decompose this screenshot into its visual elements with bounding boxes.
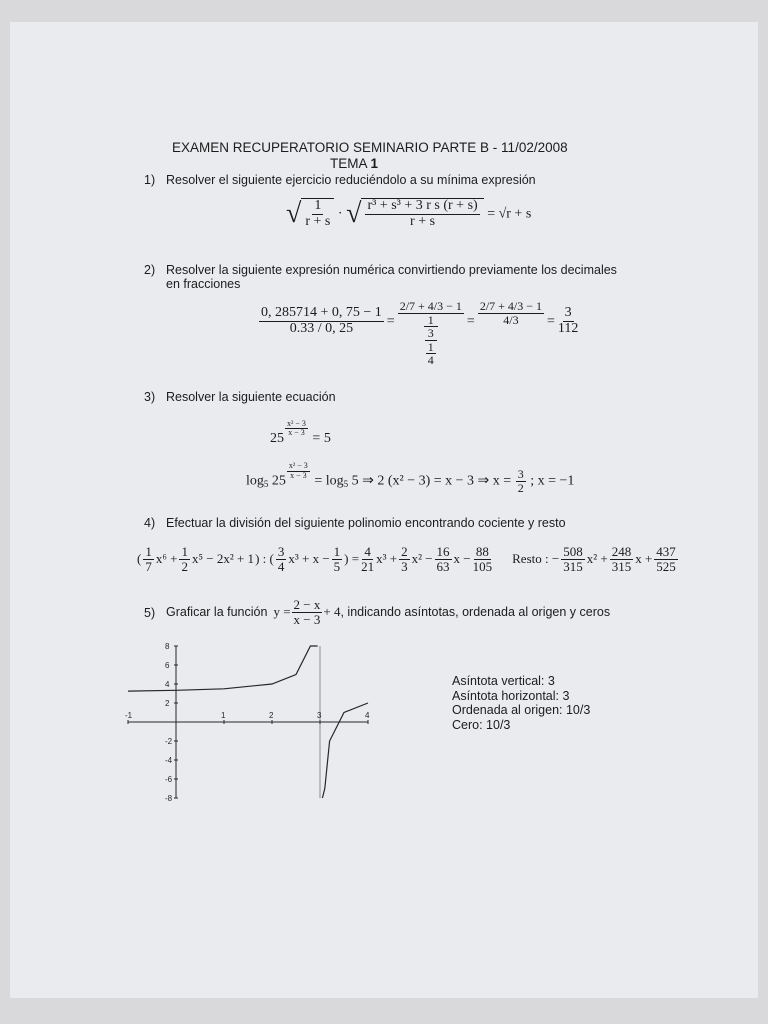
q3-eq2-25: 25	[271, 473, 286, 489]
q1-one: 1	[314, 198, 322, 213]
q4-f1-num: 1	[145, 544, 152, 559]
q4-f7-den: 63	[436, 558, 450, 574]
q3-eq2-end: ; x = −1	[530, 473, 575, 489]
y-tick-label: -6	[165, 775, 173, 784]
q1-expression: √ $\frac{1}{r + s}$ · √ $\frac{\text{r³ + s³ + 3 r s (r + s)}}{r + s}$ = √r + s	[286, 198, 532, 230]
q1-number: 1)	[144, 173, 156, 187]
q4-f9-num: 508	[563, 544, 583, 559]
q4-f3-num: 3	[277, 544, 285, 559]
q2-text-line2: en fracciones	[166, 277, 241, 291]
q4-text: Efectuar la división del siguiente polinomio encontrando cociente y resto	[166, 516, 566, 530]
q4-f11-num: 437	[656, 544, 676, 559]
q3-equation-2	[246, 461, 575, 495]
q2-expression: $\frac{0, 285714 + 0, 75 - 1}{0.33 / 0, 25}$ = 2/7 + 4/3 − 1 1 3 1 4 = $\frac{2/7 + 4/3 - 1}{4/3}$ = $\frac{3}{112}$	[261, 299, 579, 368]
q1-numerator: r³ + s³ + 3 r s (r + s)	[367, 198, 478, 213]
q3-text: Resolver la siguiente ecuación	[166, 390, 336, 404]
exam-subtitle	[330, 156, 378, 171]
q4-f2-num: 1	[181, 544, 188, 559]
q4-open-paren: (	[137, 551, 142, 567]
q4-dividend-end: x⁵ − 2x² + 1	[191, 551, 255, 567]
q5-function-plus: + 4	[323, 604, 341, 620]
q4-divisor-mid: x³ + x −	[288, 551, 330, 567]
y-tick-label: 8	[165, 642, 170, 651]
q4-resto-label: Resto : −	[512, 551, 560, 567]
q4-quotient-3: x −	[453, 551, 471, 567]
q2-result-den: 112	[557, 320, 579, 336]
q4-f3-den: 4	[277, 558, 285, 574]
q3-eq1-base: 25	[270, 431, 284, 447]
q4-f2-den: 2	[181, 558, 188, 574]
q2-result-num: 3	[564, 305, 572, 320]
q4-equals: ) =	[344, 551, 360, 567]
x-tick-label: 3	[317, 711, 322, 720]
answer-vertical-asymptote: Asíntota vertical: 3	[452, 674, 555, 688]
q4-f10-den: 315	[611, 558, 632, 574]
y-tick-label: -2	[165, 737, 173, 746]
q4-f5-num: 4	[364, 544, 371, 559]
q5-text-before: Graficar la función	[166, 605, 268, 620]
y-tick-label: -8	[165, 794, 173, 802]
q2-lhs-num: 0, 285714 + 0, 75 − 1	[261, 305, 382, 320]
q4-division-sign: ) : (	[255, 551, 274, 567]
q3-eq1-exp-den: x − 3	[288, 428, 305, 438]
q5-text-after: , indicando asíntotas, ordenada al origen y ceros	[340, 605, 611, 620]
q3-eq2-frac-den: 2	[517, 480, 524, 495]
q2-step2-bottom: 4/3	[503, 312, 519, 327]
q1-den-a: r + s	[305, 213, 331, 229]
exam-sheet	[10, 22, 758, 998]
q3-number: 3)	[144, 390, 156, 404]
q5-function-num: 2 − x	[293, 597, 321, 612]
subtitle-number: 1	[370, 156, 379, 171]
q5-answers	[452, 674, 590, 732]
q4-f5-den: 21	[361, 558, 375, 574]
q2-step1-one: 1	[424, 314, 438, 328]
q4-f8-num: 88	[475, 544, 489, 559]
exam-title: EXAMEN RECUPERATORIO SEMINARIO PARTE B - 11/02/2008	[172, 140, 568, 155]
q2-step1-four: 4	[427, 353, 434, 368]
q3-eq2-exp-num: x² − 3	[288, 461, 308, 471]
q3-eq2-rest: = log	[314, 473, 344, 489]
q4-resto-mid1: x² +	[586, 551, 608, 567]
q4-f6-num: 2	[401, 544, 408, 559]
q4-f6-den: 3	[401, 558, 408, 574]
q3-eq2-exp-den: x − 3	[290, 470, 307, 480]
q3-eq2-frac-num: 3	[517, 467, 524, 481]
y-tick-label: 2	[165, 699, 170, 708]
q1-den-b: r + s	[410, 213, 436, 229]
graph-axes	[128, 646, 368, 798]
q3-eq2-sub: 5	[263, 479, 269, 490]
q2-step2	[478, 300, 544, 326]
q4-f7-num: 16	[436, 544, 450, 559]
q5-number: 5)	[144, 606, 156, 620]
q2-step1-three: 3	[425, 327, 437, 341]
x-tick-label: -1	[125, 711, 133, 720]
answer-horizontal-asymptote: Asíntota horizontal: 3	[452, 688, 570, 703]
q2-step1	[398, 300, 464, 367]
x-tick-label: 2	[269, 711, 274, 720]
q3-eq2-sub-b: 5	[343, 479, 349, 490]
subtitle-word: TEMA	[330, 156, 367, 171]
q5-text	[166, 598, 610, 626]
q4-quotient-2: x² −	[411, 551, 433, 567]
x-tick-label: 1	[221, 711, 226, 720]
q4-expression	[137, 545, 679, 573]
q3-eq2-log: log	[246, 473, 264, 489]
q1-result: = √r + s	[487, 206, 532, 222]
x-tick-label: 4	[365, 711, 370, 720]
q4-f9-den: 315	[563, 558, 583, 574]
answer-y-intercept: Ordenada al origen: 10/3	[452, 703, 591, 717]
q4-f1-den: 7	[145, 558, 152, 574]
q3-equation-1	[270, 419, 331, 448]
q3-eq1-rhs: = 5	[312, 431, 331, 447]
radical-sign: √	[286, 198, 302, 230]
q4-resto-mid2: x +	[635, 551, 653, 567]
q2-number: 2)	[144, 263, 156, 277]
q5-function-den: x − 3	[293, 611, 321, 627]
q2-lhs-den: 0.33 / 0, 25	[289, 320, 354, 336]
y-tick-label: -4	[165, 756, 173, 765]
answer-zero: Cero: 10/3	[452, 717, 511, 732]
q4-f10-num: 248	[611, 544, 632, 559]
radical-sign-2: √	[346, 198, 362, 230]
q4-quotient-1: x³ +	[376, 551, 398, 567]
q2-text	[166, 263, 617, 291]
q2-step1-top: 2/7 + 4/3 − 1	[399, 299, 462, 313]
y-tick-label: 4	[165, 680, 170, 689]
q4-f8-den: 105	[472, 558, 493, 574]
q5-function-y: y =	[273, 604, 291, 620]
q2-step2-top: 2/7 + 4/3 − 1	[479, 299, 543, 313]
function-branch-2	[322, 703, 368, 798]
q1-text: Resolver el siguiente ejercicio reduciéndolo a su mínima expresión	[166, 173, 536, 187]
q3-eq2-chain: 5 ⇒ 2 (x² − 3) = x − 3 ⇒ x =	[351, 473, 512, 489]
q4-f11-den: 525	[656, 558, 676, 574]
q4-x6: x⁶ +	[155, 551, 178, 567]
q2-step1-one-b: 1	[427, 339, 434, 354]
q4-number: 4)	[144, 516, 156, 530]
q2-text-line1: Resolver la siguiente expresión numérica convirtiendo previamente los decimales	[166, 263, 617, 277]
q4-f4-num: 1	[333, 544, 341, 559]
q4-f4-den: 5	[333, 558, 341, 574]
function-graph	[120, 642, 380, 802]
function-branch-1	[128, 646, 318, 691]
y-tick-label: 6	[165, 661, 170, 670]
q3-eq1-exp-num: x² − 3	[287, 419, 306, 428]
